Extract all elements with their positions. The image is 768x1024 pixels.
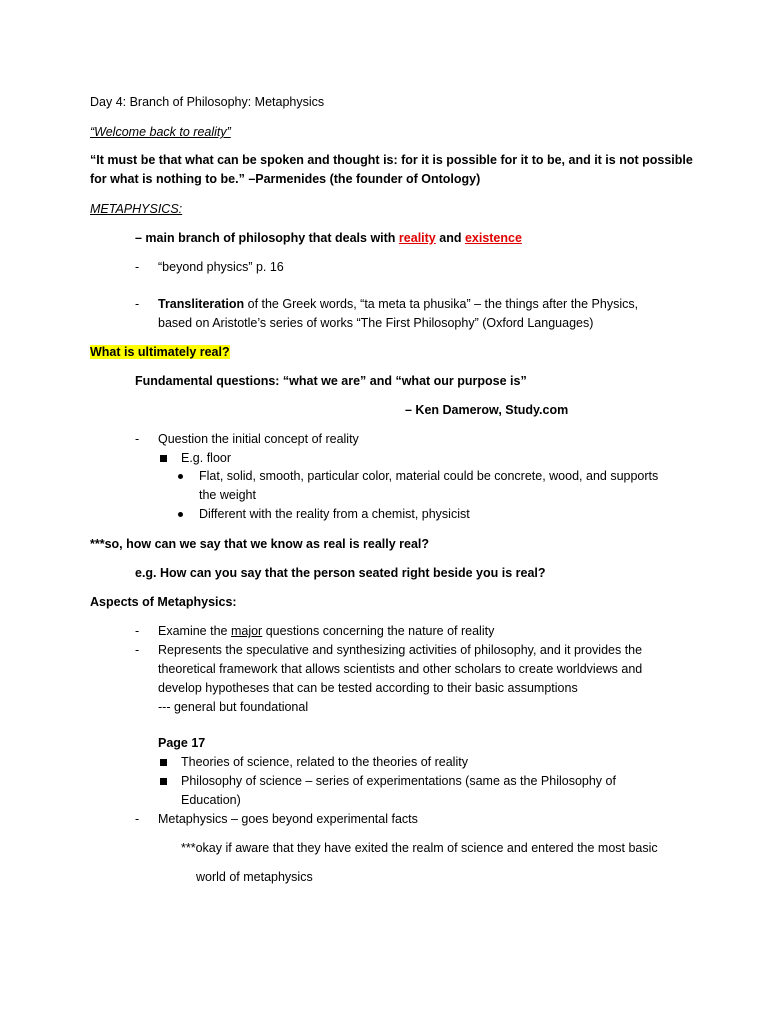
round-bullet-icon xyxy=(178,474,183,479)
dash-marker: - xyxy=(135,260,140,274)
document-title: Day 4: Branch of Philosophy: Metaphysics xyxy=(90,95,325,109)
page-17-heading: Page 17 xyxy=(158,736,206,750)
theories-of-science: Theories of science, related to the theories of reality xyxy=(181,755,468,769)
dash-marker: - xyxy=(135,812,140,826)
fundamental-questions: Fundamental questions: “what we are” and “what our purpose is” xyxy=(135,374,527,388)
dash-marker: - xyxy=(135,643,140,657)
eg-seated-question: e.g. How can you say that the person seated right beside you is real? xyxy=(135,566,546,580)
round-bullet-icon xyxy=(178,512,183,517)
examine-major: major xyxy=(230,624,263,638)
different-reality: Different with the reality from a chemist, physicist xyxy=(199,507,470,521)
quote-attribution: – Ken Damerow, Study.com xyxy=(405,403,569,417)
welcome-heading: “Welcome back to reality” xyxy=(90,125,231,139)
examine-suffix: questions concerning the nature of reality xyxy=(262,624,495,638)
square-bullet-icon xyxy=(160,759,167,766)
represents-line2: theoretical framework that allows scientists and other scholars to create worldviews and xyxy=(158,662,643,676)
eg-floor: E.g. floor xyxy=(181,451,232,465)
represents-line1: Represents the speculative and synthesizing activities of philosophy, and it provides the xyxy=(158,643,643,657)
metaphysics-definition xyxy=(135,229,522,247)
philosophy-of-science-line2: Education) xyxy=(181,793,241,807)
examine-prefix: Examine the xyxy=(158,624,231,638)
transliteration-line1 xyxy=(158,295,638,313)
transliteration-rest: of the Greek words, “ta meta ta phusika” – the things after the Physics, xyxy=(244,297,639,311)
definition-existence: existence xyxy=(464,231,522,245)
metaphysics-heading: METAPHYSICS: xyxy=(90,202,183,216)
ultimately-real-heading xyxy=(90,343,230,361)
aspects-heading: Aspects of Metaphysics: xyxy=(90,595,237,609)
general-foundational: --- general but foundational xyxy=(158,700,309,714)
dash-marker: - xyxy=(135,297,140,311)
dash-marker: - xyxy=(135,624,140,638)
okay-line2: world of metaphysics xyxy=(196,870,313,884)
highlighted-question: What is ultimately real? xyxy=(90,345,230,359)
transliteration-line2: based on Aristotle’s series of works “The First Philosophy” (Oxford Languages) xyxy=(158,316,594,330)
square-bullet-icon xyxy=(160,778,167,785)
parmenides-quote-line1: “It must be that what can be spoken and thought is: for it is possible for it to be, and it is not possible xyxy=(90,153,693,167)
represents-line3: develop hypotheses that can be tested according to their basic assumptions xyxy=(158,681,578,695)
transliteration-bold: Transliteration xyxy=(158,297,245,311)
floor-description-line2: the weight xyxy=(199,488,256,502)
okay-line1: ***okay if aware that they have exited the realm of science and entered the most basic xyxy=(181,841,658,855)
goes-beyond: Metaphysics – goes beyond experimental facts xyxy=(158,812,418,826)
square-bullet-icon xyxy=(160,455,167,462)
floor-description-line1: Flat, solid, smooth, particular color, material could be concrete, wood, and supports xyxy=(199,469,659,483)
beyond-physics: “beyond physics” p. 16 xyxy=(158,260,284,274)
definition-reality: reality xyxy=(398,231,436,245)
definition-prefix: – main branch of philosophy that deals with xyxy=(135,231,399,245)
examine-line xyxy=(158,622,494,640)
so-how-question: ***so, how can we say that we know as real is really real? xyxy=(90,537,430,551)
parmenides-quote-line2: for what is nothing to be.” –Parmenides (the founder of Ontology) xyxy=(90,172,481,186)
definition-and: and xyxy=(435,231,465,245)
question-concept: Question the initial concept of reality xyxy=(158,432,359,446)
dash-marker: - xyxy=(135,432,140,446)
philosophy-of-science-line1: Philosophy of science – series of experimentations (same as the Philosophy of xyxy=(181,774,616,788)
